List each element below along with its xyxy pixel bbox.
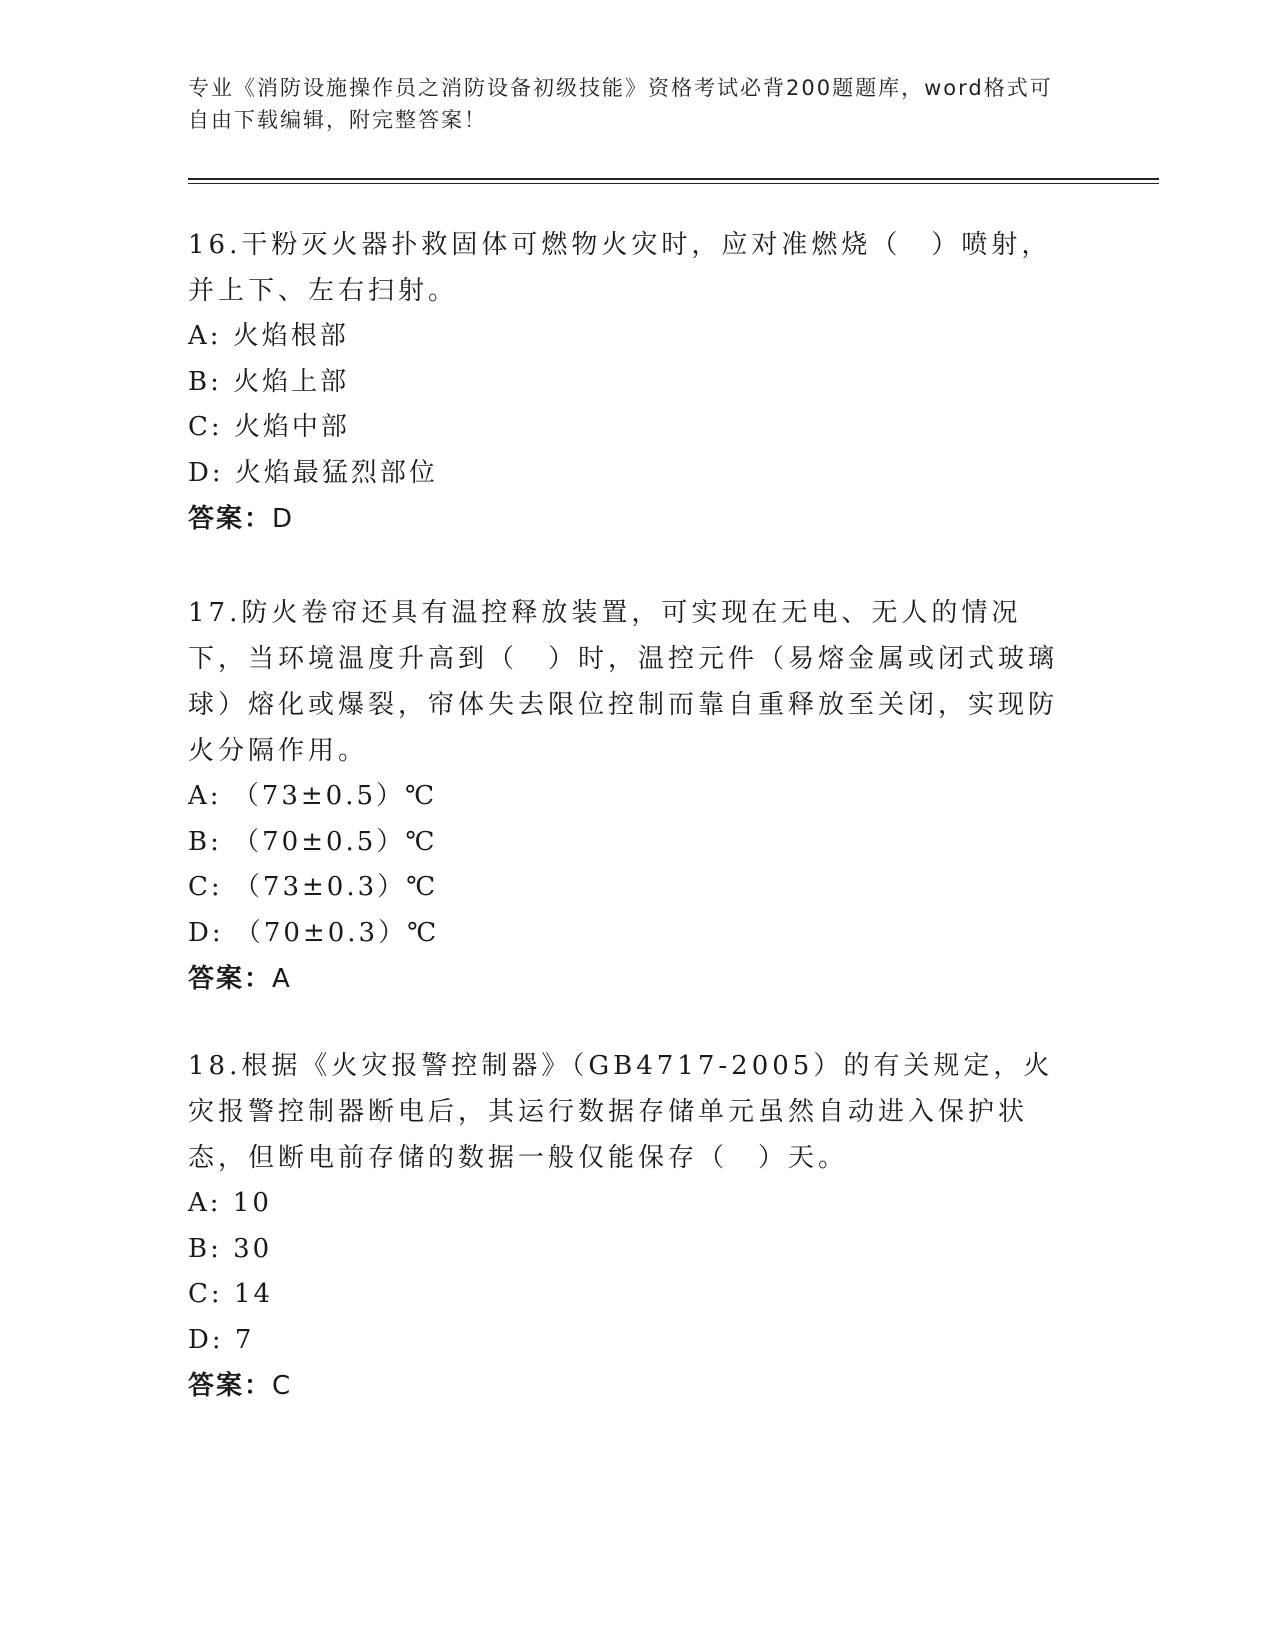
header-divider-thin <box>188 183 1159 184</box>
question-16 <box>188 222 1068 542</box>
question-18 <box>188 1043 1068 1409</box>
option-b: B: 30 <box>188 1233 273 1264</box>
answer-value: A <box>272 964 292 994</box>
answer-line <box>188 956 1068 1002</box>
option-d: D: 火焰最猛烈部位 <box>188 457 438 488</box>
option-b: B: 火焰上部 <box>188 366 350 397</box>
option-c: C: （73±0.3）℃ <box>188 872 439 902</box>
answer-line <box>188 496 1068 542</box>
option-c: C: 14 <box>188 1279 274 1309</box>
question-stem: 17.防火卷帘还具有温控释放装置，可实现在无电、无人的情况下，当环境温度升高到（ ）时，温控元件（易熔金属或闭式玻璃球）熔化或爆裂，帘体失去限位控制而靠自重释放至关闭，实现防火分隔作用。 <box>188 598 1059 766</box>
header-divider-thick <box>188 178 1159 180</box>
option-a: A: （73±0.5）℃ <box>188 781 438 811</box>
document-header: 专业《消防设施操作员之消防设备初级技能》资格考试必背200题题库，word格式可自由下载编辑，附完整答案！ <box>188 76 1053 132</box>
question-stem: 18.根据《火灾报警控制器》（GB4717-2005）的有关规定，火灾报警控制器断电后，其运行数据存储单元虽然自动进入保护状态，但断电前存储的数据一般仅能保存（ ）天。 <box>188 1051 1054 1173</box>
answer-label: 答案： <box>188 1371 273 1401</box>
question-stem: 16.干粉灭火器扑救固体可燃物火灾时，应对准燃烧（ ）喷射，并上下、左右扫射。 <box>188 230 1052 306</box>
option-b: B: （70±0.5）℃ <box>188 826 438 857</box>
option-d: D: （70±0.3）℃ <box>188 917 440 948</box>
answer-label: 答案： <box>188 964 273 994</box>
option-d: D: 7 <box>188 1324 255 1355</box>
answer-value: D <box>272 504 295 534</box>
question-17 <box>188 590 1068 1002</box>
option-a: A: 火焰根部 <box>188 321 349 351</box>
answer-line <box>188 1363 1068 1409</box>
option-a: A: 10 <box>188 1188 272 1218</box>
option-c: C: 火焰中部 <box>188 412 350 442</box>
answer-value: C <box>272 1371 293 1401</box>
answer-label: 答案： <box>188 504 273 534</box>
